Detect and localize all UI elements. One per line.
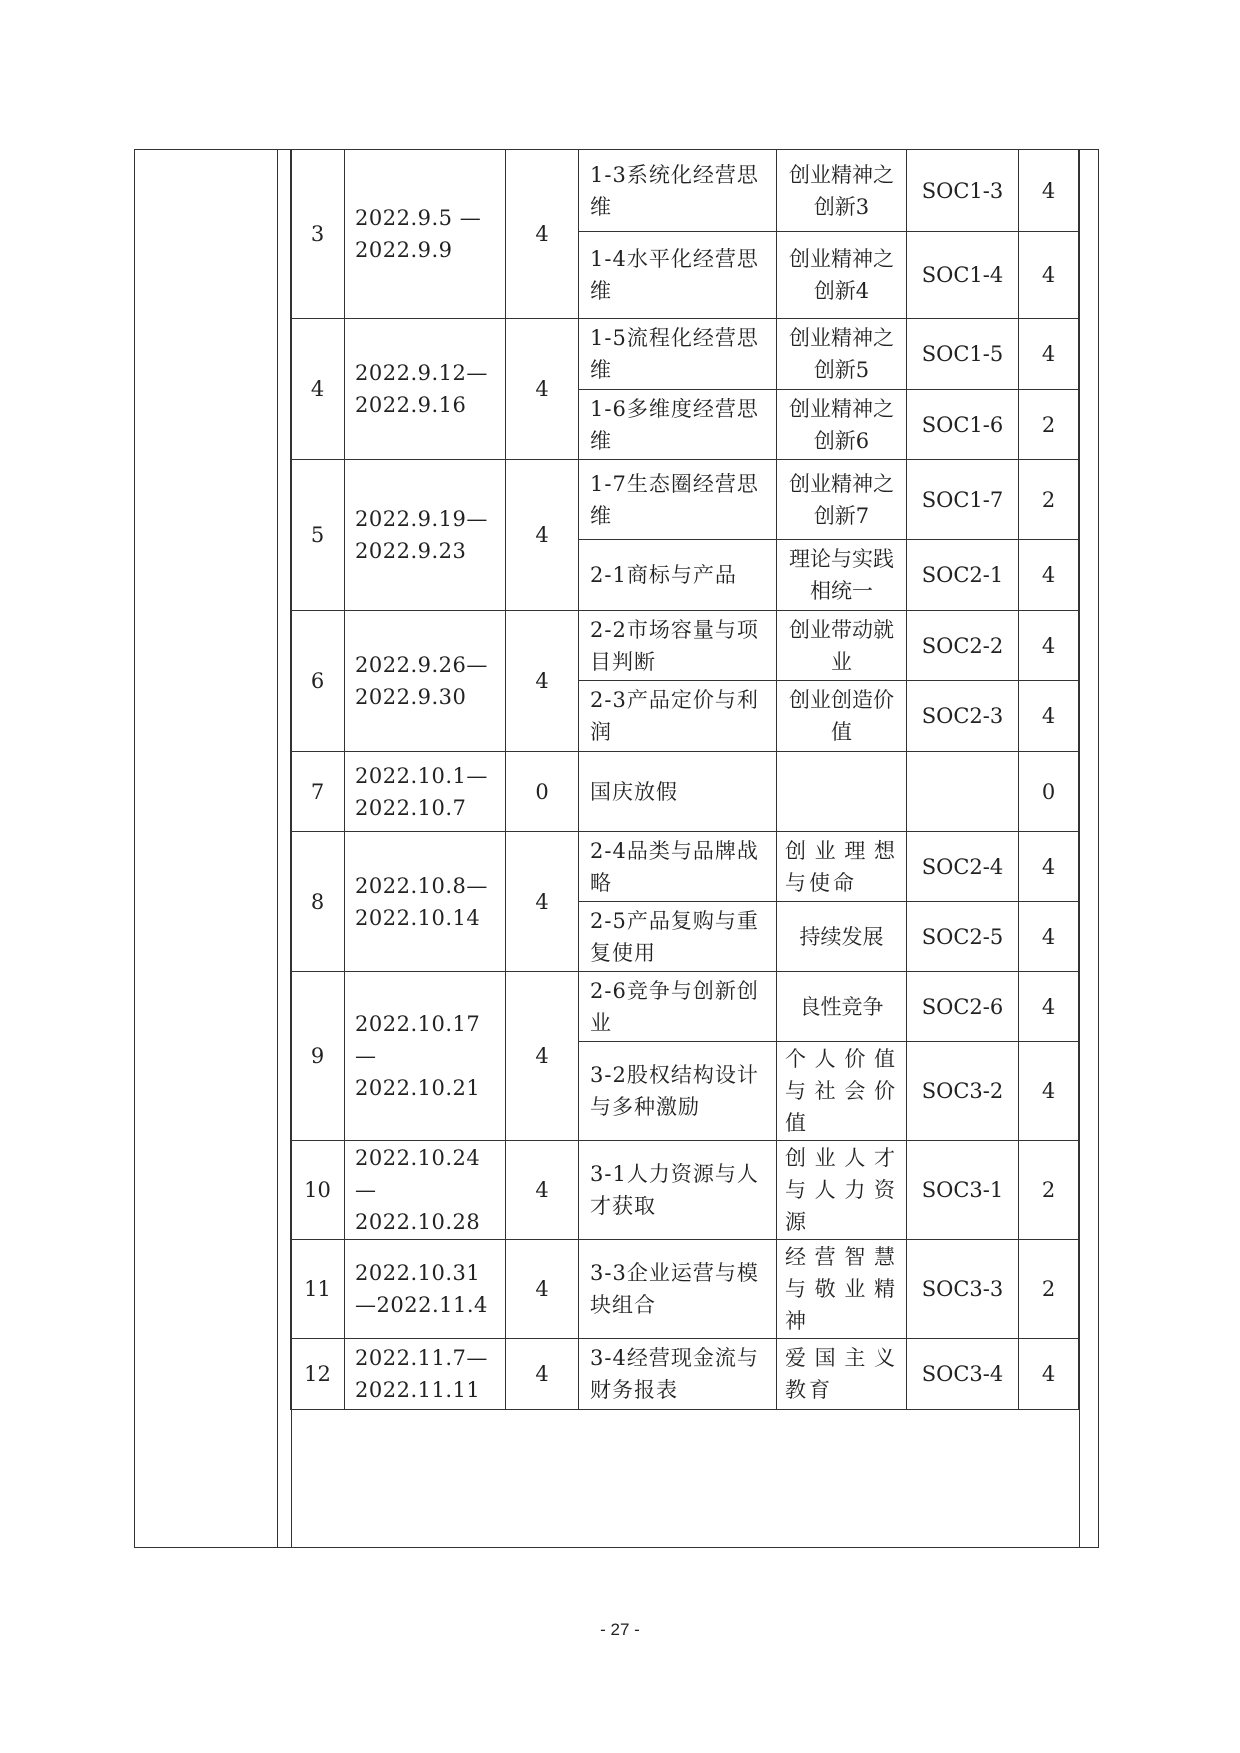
session-hours-cell: 2 bbox=[1019, 390, 1079, 460]
ideology-cell bbox=[777, 752, 907, 832]
week-hours-cell: 4 bbox=[506, 1240, 579, 1339]
topic-cell: 1-6多维度经营思维 bbox=[579, 390, 777, 460]
objective-code-cell: SOC3-2 bbox=[907, 1042, 1019, 1141]
topic-cell: 国庆放假 bbox=[579, 752, 777, 832]
session-hours-cell: 4 bbox=[1019, 832, 1079, 902]
session-hours-cell: 2 bbox=[1019, 1141, 1079, 1240]
session-hours-cell: 4 bbox=[1019, 319, 1079, 390]
objective-code-cell: SOC3-4 bbox=[907, 1339, 1019, 1410]
ideology-cell: 创业创造价值 bbox=[777, 681, 907, 752]
session-hours-cell: 2 bbox=[1019, 1240, 1079, 1339]
objective-code-cell: SOC2-4 bbox=[907, 832, 1019, 902]
week-hours-cell: 4 bbox=[506, 611, 579, 752]
topic-cell: 1-7生态圈经营思维 bbox=[579, 460, 777, 540]
date-range-cell: 2022.9.12— 2022.9.16 bbox=[345, 319, 506, 460]
table-row bbox=[291, 1240, 1079, 1339]
ideology-cell: 个人价值与社会价值 bbox=[777, 1042, 907, 1141]
topic-cell: 1-4水平化经营思维 bbox=[579, 232, 777, 319]
outer-column-divider bbox=[277, 150, 278, 1547]
objective-code-cell: SOC1-5 bbox=[907, 319, 1019, 390]
ideology-cell: 创业理想与使命 bbox=[777, 832, 907, 902]
ideology-cell: 爱国主义教育 bbox=[777, 1339, 907, 1410]
table-row bbox=[291, 1141, 1079, 1240]
topic-cell: 3-1人力资源与人才获取 bbox=[579, 1141, 777, 1240]
table-row bbox=[291, 752, 1079, 832]
session-hours-cell: 4 bbox=[1019, 540, 1079, 611]
objective-code-cell: SOC2-2 bbox=[907, 611, 1019, 681]
objective-code-cell: SOC1-4 bbox=[907, 232, 1019, 319]
week-number-cell: 7 bbox=[291, 752, 345, 832]
objective-code-cell: SOC1-6 bbox=[907, 390, 1019, 460]
topic-cell: 3-2股权结构设计与多种激励 bbox=[579, 1042, 777, 1141]
date-range-cell: 2022.10.31 —2022.11.4 bbox=[345, 1240, 506, 1339]
ideology-cell: 持续发展 bbox=[777, 902, 907, 972]
topic-cell: 2-2市场容量与项目判断 bbox=[579, 611, 777, 681]
ideology-cell: 创业精神之创新6 bbox=[777, 390, 907, 460]
week-number-cell: 5 bbox=[291, 460, 345, 611]
date-range-cell: 2022.10.1— 2022.10.7 bbox=[345, 752, 506, 832]
week-hours-cell: 4 bbox=[506, 832, 579, 972]
topic-cell: 1-5流程化经营思维 bbox=[579, 319, 777, 390]
ideology-cell: 创业精神之创新7 bbox=[777, 460, 907, 540]
week-hours-cell: 0 bbox=[506, 752, 579, 832]
topic-cell: 2-1商标与产品 bbox=[579, 540, 777, 611]
ideology-cell: 创业精神之创新5 bbox=[777, 319, 907, 390]
week-number-cell: 8 bbox=[291, 832, 345, 972]
week-number-cell: 4 bbox=[291, 319, 345, 460]
session-hours-cell: 0 bbox=[1019, 752, 1079, 832]
ideology-cell: 良性竞争 bbox=[777, 972, 907, 1042]
week-number-cell: 9 bbox=[291, 972, 345, 1141]
ideology-cell: 创业带动就业 bbox=[777, 611, 907, 681]
table-row bbox=[291, 319, 1079, 390]
topic-cell: 3-3企业运营与模块组合 bbox=[579, 1240, 777, 1339]
week-number-cell: 12 bbox=[291, 1339, 345, 1410]
topic-cell: 1-3系统化经营思维 bbox=[579, 150, 777, 232]
session-hours-cell: 4 bbox=[1019, 1339, 1079, 1410]
session-hours-cell: 2 bbox=[1019, 460, 1079, 540]
schedule-table bbox=[290, 149, 1079, 1410]
page-number: - 27 - bbox=[600, 1620, 640, 1639]
session-hours-cell: 4 bbox=[1019, 232, 1079, 319]
date-range-cell: 2022.9.26— 2022.9.30 bbox=[345, 611, 506, 752]
week-number-cell: 6 bbox=[291, 611, 345, 752]
session-hours-cell: 4 bbox=[1019, 902, 1079, 972]
table-row bbox=[291, 972, 1079, 1042]
objective-code-cell: SOC2-1 bbox=[907, 540, 1019, 611]
objective-code-cell: SOC3-3 bbox=[907, 1240, 1019, 1339]
date-range-cell: 2022.10.8— 2022.10.14 bbox=[345, 832, 506, 972]
week-hours-cell: 4 bbox=[506, 460, 579, 611]
date-range-cell: 2022.10.17 — 2022.10.21 bbox=[345, 972, 506, 1141]
session-hours-cell: 4 bbox=[1019, 972, 1079, 1042]
topic-cell: 2-4品类与品牌战略 bbox=[579, 832, 777, 902]
week-hours-cell: 4 bbox=[506, 1339, 579, 1410]
objective-code-cell bbox=[907, 752, 1019, 832]
topic-cell: 2-3产品定价与利润 bbox=[579, 681, 777, 752]
topic-cell: 2-6竞争与创新创业 bbox=[579, 972, 777, 1042]
ideology-cell: 理论与实践相统一 bbox=[777, 540, 907, 611]
week-hours-cell: 4 bbox=[506, 319, 579, 460]
date-range-cell: 2022.9.19— 2022.9.23 bbox=[345, 460, 506, 611]
topic-cell: 3-4经营现金流与财务报表 bbox=[579, 1339, 777, 1410]
week-hours-cell: 4 bbox=[506, 972, 579, 1141]
objective-code-cell: SOC2-3 bbox=[907, 681, 1019, 752]
objective-code-cell: SOC1-7 bbox=[907, 460, 1019, 540]
week-number-cell: 11 bbox=[291, 1240, 345, 1339]
session-hours-cell: 4 bbox=[1019, 1042, 1079, 1141]
table-row bbox=[291, 150, 1079, 232]
topic-cell: 2-5产品复购与重复使用 bbox=[579, 902, 777, 972]
ideology-cell: 创业精神之创新3 bbox=[777, 150, 907, 232]
ideology-cell: 经营智慧与敬业精神 bbox=[777, 1240, 907, 1339]
ideology-cell: 创业人才与人力资源 bbox=[777, 1141, 907, 1240]
week-number-cell: 3 bbox=[291, 150, 345, 319]
outer-column-divider bbox=[1079, 150, 1080, 1547]
table-row bbox=[291, 1339, 1079, 1410]
ideology-cell: 创业精神之创新4 bbox=[777, 232, 907, 319]
week-hours-cell: 4 bbox=[506, 1141, 579, 1240]
objective-code-cell: SOC1-3 bbox=[907, 150, 1019, 232]
week-hours-cell: 4 bbox=[506, 150, 579, 319]
session-hours-cell: 4 bbox=[1019, 681, 1079, 752]
table-row bbox=[291, 611, 1079, 681]
objective-code-cell: SOC2-6 bbox=[907, 972, 1019, 1042]
objective-code-cell: SOC3-1 bbox=[907, 1141, 1019, 1240]
date-range-cell: 2022.11.7— 2022.11.11 bbox=[345, 1339, 506, 1410]
table-row bbox=[291, 460, 1079, 540]
objective-code-cell: SOC2-5 bbox=[907, 902, 1019, 972]
session-hours-cell: 4 bbox=[1019, 150, 1079, 232]
week-number-cell: 10 bbox=[291, 1141, 345, 1240]
date-range-cell: 2022.10.24 — 2022.10.28 bbox=[345, 1141, 506, 1240]
table-row bbox=[291, 832, 1079, 902]
date-range-cell: 2022.9.5 — 2022.9.9 bbox=[345, 150, 506, 319]
session-hours-cell: 4 bbox=[1019, 611, 1079, 681]
